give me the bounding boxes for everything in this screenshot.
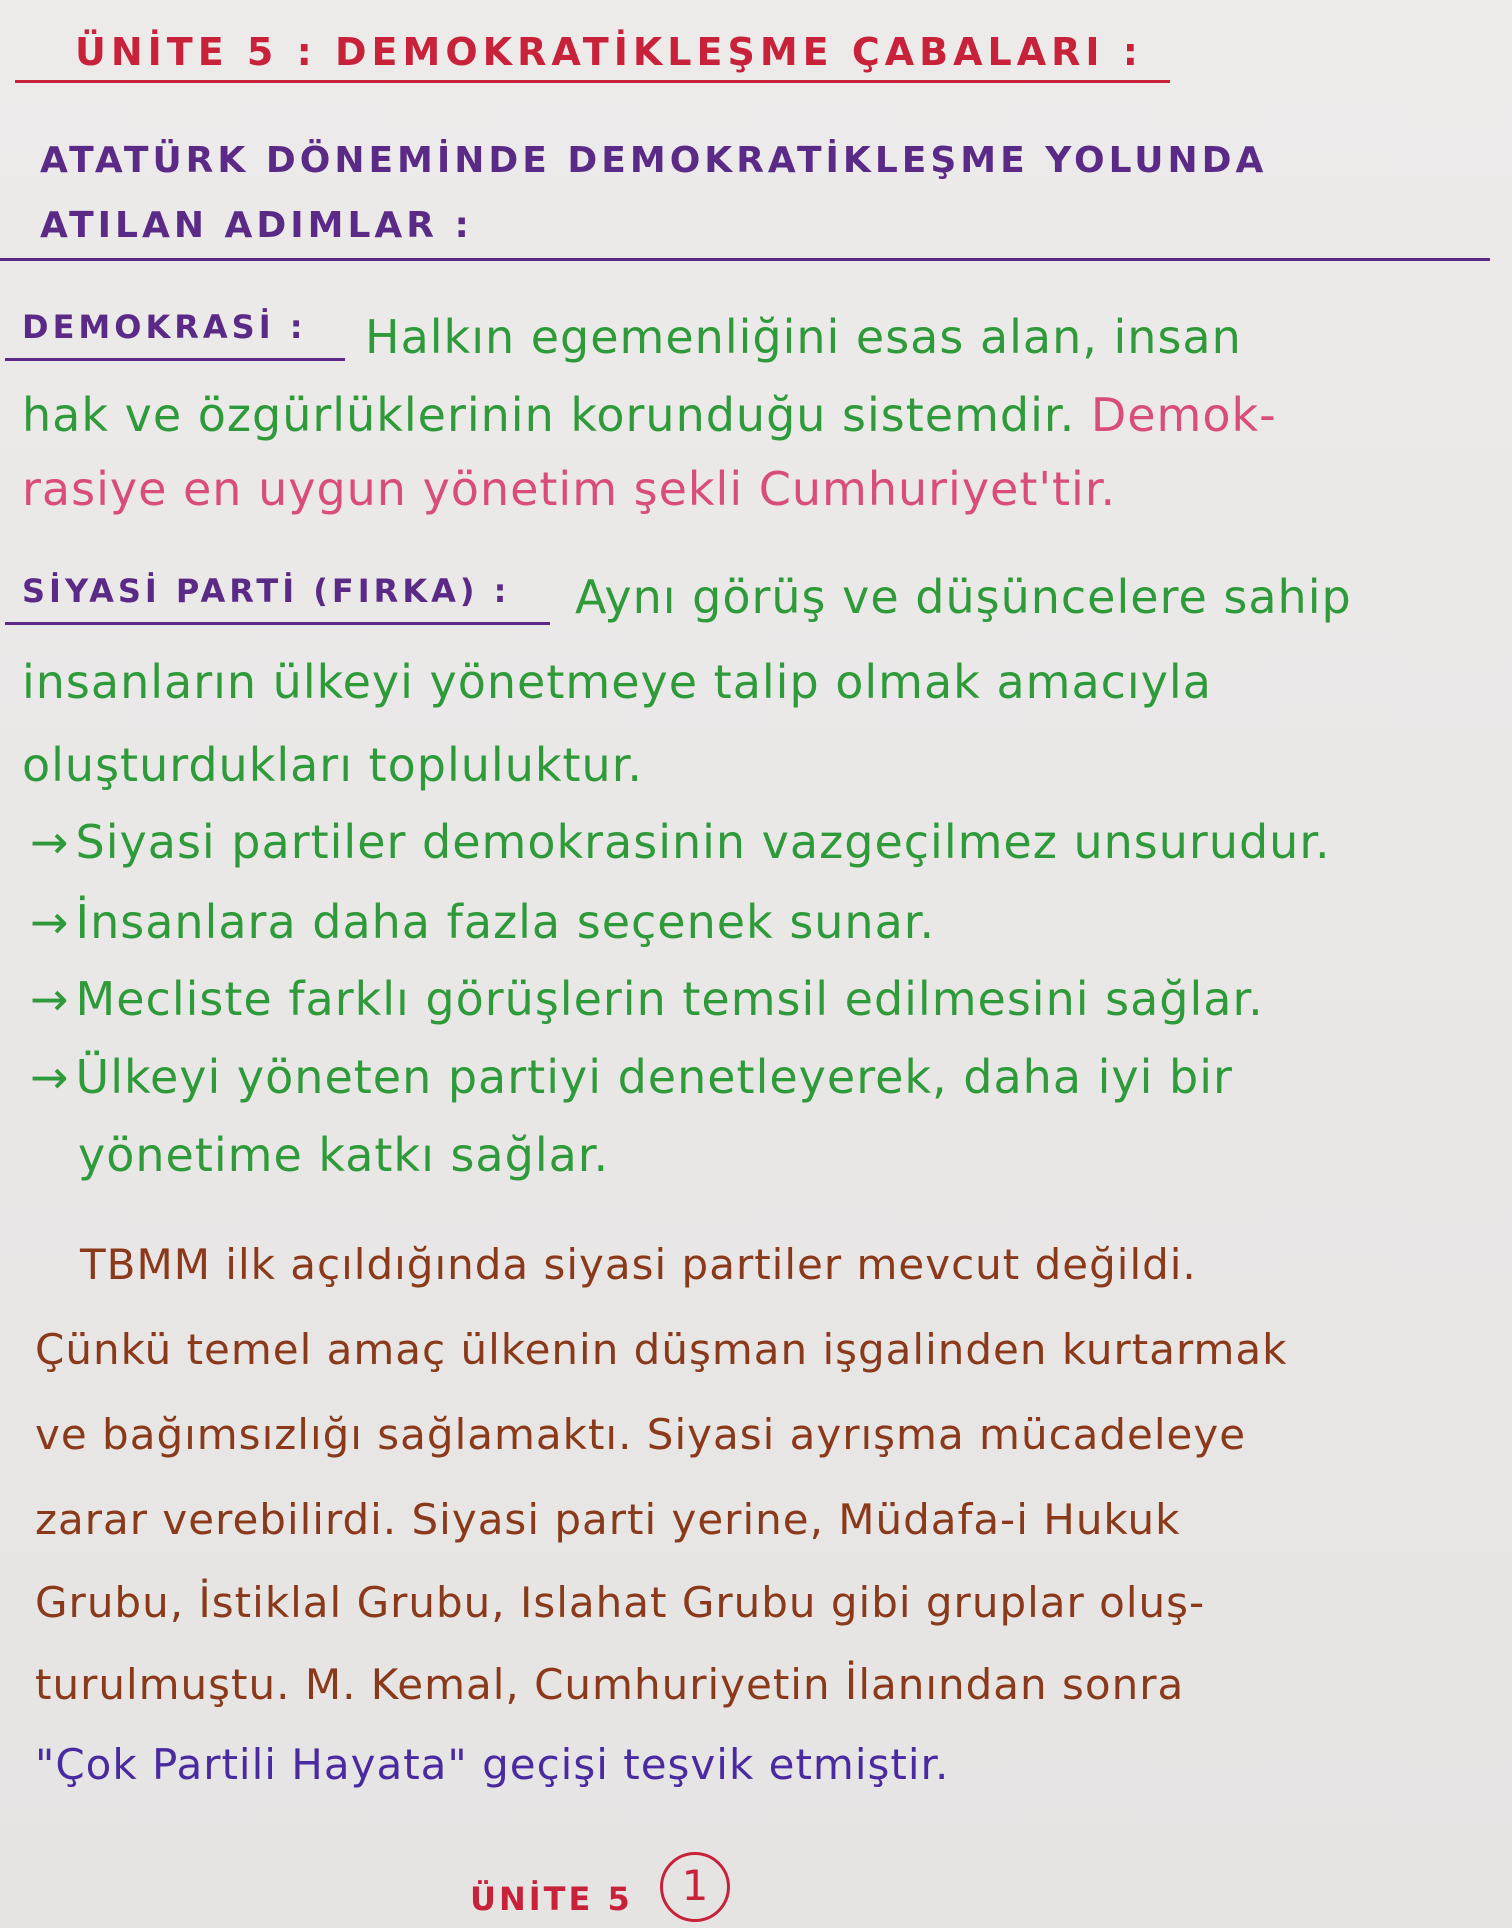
arrow-right-icon: →: [30, 972, 70, 1026]
section-heading-line1: ATATÜRK DÖNEMİNDE DEMOKRATİKLEŞME YOLUNDA: [40, 140, 1268, 181]
demokrasi-definition-line1: Halkın egemenliğini esas alan, insan: [365, 310, 1242, 364]
paragraph-last-line: "Çok Partili Hayata" geçişi teşvik etmiştir.: [35, 1740, 950, 1789]
demokrasi-definition-line3: rasiye en uygun yönetim şekli Cumhuriyet'tir.: [22, 462, 1117, 516]
siyasi-parti-label: SİYASİ PARTİ (FIRKA) :: [22, 572, 511, 610]
arrow-right-icon: →: [30, 895, 70, 949]
bullet-item: → Siyasi partiler demokrasinin vazgeçilmez unsurudur.: [30, 815, 1331, 869]
demokrasi-label: DEMOKRASİ :: [22, 308, 307, 346]
siyasi-parti-definition-line3: oluşturdukları topluluktur.: [22, 738, 644, 792]
demokrasi-definition-line2: hak ve özgürlüklerinin korunduğu sistemdir. Demok-: [22, 388, 1277, 442]
bullet-item: → Mecliste farklı görüşlerin temsil edilmesini sağlar.: [30, 972, 1264, 1026]
paragraph-line: ve bağımsızlığı sağlamaktı. Siyasi ayrışma mücadeleye: [35, 1410, 1247, 1459]
paragraph-line: zarar verebilirdi. Siyasi parti yerine, Müdafa-i Hukuk: [35, 1495, 1181, 1544]
title-underline: [15, 80, 1170, 83]
bullet-item: → Ülkeyi yöneten partiyi denetleyerek, daha iyi bir: [30, 1050, 1233, 1104]
bullet-continuation: yönetime katkı sağlar.: [78, 1128, 610, 1182]
paragraph-line: turulmuştu. M. Kemal, Cumhuriyetin İlanından sonra: [35, 1660, 1185, 1709]
siyasi-parti-label-underline: [5, 622, 550, 625]
bullet-item: → İnsanlara daha fazla seçenek sunar.: [30, 895, 936, 949]
page-number: 1: [660, 1852, 730, 1922]
footer-unit-label: ÜNİTE 5: [470, 1880, 633, 1918]
arrow-right-icon: →: [30, 1050, 70, 1104]
paragraph-line: TBMM ilk açıldığında siyasi partiler mevcut değildi.: [80, 1240, 1197, 1289]
section-heading-underline: [0, 258, 1490, 261]
page-title: ÜNİTE 5 : DEMOKRATİKLEŞME ÇABALARI :: [75, 30, 1143, 74]
paragraph-line: Grubu, İstiklal Grubu, Islahat Grubu gibi gruplar oluş-: [35, 1578, 1206, 1627]
arrow-right-icon: →: [30, 815, 70, 869]
siyasi-parti-definition-line1: Aynı görüş ve düşüncelere sahip: [575, 570, 1352, 624]
paragraph-line: Çünkü temel amaç ülkenin düşman işgalinden kurtarmak: [35, 1325, 1288, 1374]
siyasi-parti-definition-line2: insanların ülkeyi yönetmeye talip olmak amacıyla: [22, 655, 1212, 709]
section-heading-line2: ATILAN ADIMLAR :: [40, 205, 473, 246]
demokrasi-label-underline: [5, 358, 345, 361]
